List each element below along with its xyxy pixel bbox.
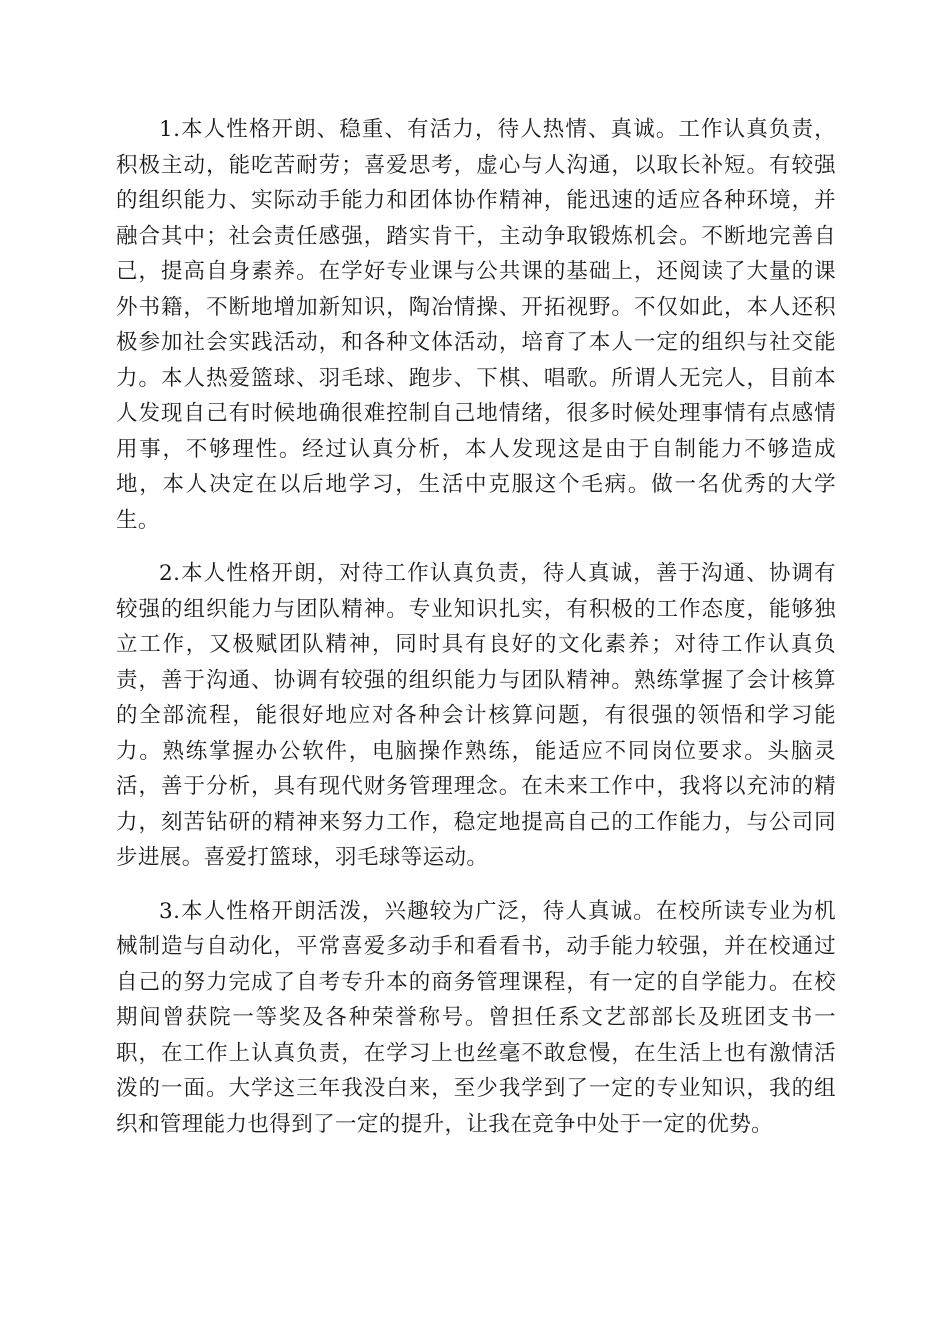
paragraph-3: 3.本人性格开朗活泼，兴趣较为广泛，待人真诚。在校所读专业为机械制造与自动化，平常喜爱多动手和看看书，动手能力较强，并在校通过自己的努力完成了自考专升本的商务管理课程，有一定的自学能力。在校期间曾获院一等奖及各种荣誉称号。曾担任系文艺部部长及班团支书一职，在工作上认真负责，在学习上也丝毫不敢怠慢，在生活上也有激情活泼的一面。大学这三年我没白来，至少我学到了一定的专业知识，我的组织和管理能力也得到了一定的提升，让我在竞争中处于一定的优势。 [116,898,836,1137]
paragraph-2: 2.本人性格开朗，对待工作认真负责，待人真诚，善于沟通、协调有较强的组织能力与团队精神。专业知识扎实，有积极的工作态度，能够独立工作，又极赋团队精神，同时具有良好的文化素养；对待工作认真负责，善于沟通、协调有较强的组织能力与团队精神。熟练掌握了会计核算的全部流程，能很好地应对各种会计核算问题，有很强的领悟和学习能力。熟练掌握办公软件，电脑操作熟练，能适应不同岗位要求。头脑灵活，善于分析，具有现代财务管理理念。在未来工作中，我将以充沛的精力，刻苦钻研的精神来努力工作，稳定地提高自己的工作能力，与公司同步进展。喜爱打篮球，羽毛球等运动。 [116,561,836,870]
paragraph-1: 1.本人性格开朗、稳重、有活力，待人热情、真诚。工作认真负责，积极主动，能吃苦耐劳；喜爱思考，虚心与人沟通，以取长补短。有较强的组织能力、实际动手能力和团体协作精神，能迅速的适应各种环境，并融合其中；社会责任感强，踏实肯干，主动争取锻炼机会。不断地完善自己，提高自身素养。在学好专业课与公共课的基础上，还阅读了大量的课外书籍，不断地增加新知识，陶冶情操、开拓视野。不仅如此，本人还积极参加社会实践活动，和各种文体活动，培育了本人一定的组织与社交能力。本人热爱篮球、羽毛球、跑步、下棋、唱歌。所谓人无完人，目前本人发现自己有时候地确很难控制自己地情绪，很多时候处理事情有点感情用事，不够理性。经过认真分析，本人发现这是由于自制能力不够造成地，本人决定在以后地学习，生活中克服这个毛病。做一名优秀的大学生。 [116,117,836,533]
